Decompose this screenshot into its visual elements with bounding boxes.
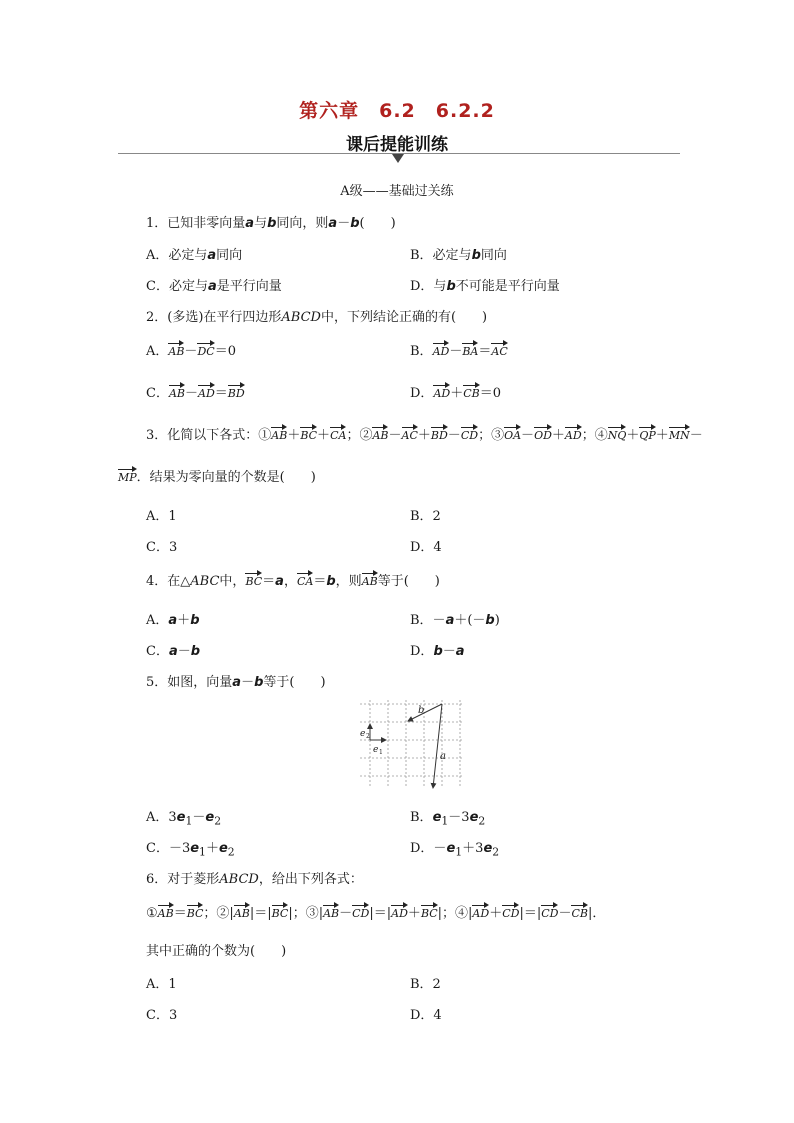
question-6-prompt: 其中正确的个数为( ): [146, 944, 287, 959]
q6-option-a: A．1: [146, 977, 177, 992]
q2-option-c: C．AB－AD＝BD: [146, 386, 245, 401]
q1-option-c: C．必定与a是平行向量: [146, 279, 282, 294]
q4-option-c: C．a－b: [146, 644, 201, 659]
label-e1: e: [373, 745, 379, 755]
q2-option-b: B．AD－BA＝AC: [410, 344, 508, 359]
q5-option-d: D．$-e_1+3e_2$: [410, 841, 500, 859]
q4-option-d: D．b－a: [410, 644, 465, 659]
question-6-formulas: ①AB＝BC；②|AB|＝|BC|；③|AB－CD|＝|AD＋BC|；④|AD＋CD|＝|CD－CB|．: [146, 906, 606, 921]
q3-option-a: A．1: [146, 509, 177, 524]
q5-option-c: C．$-3e_1+e_2$: [146, 841, 235, 859]
label-e1-subscript: 1: [379, 749, 383, 756]
q4-option-a: A．a＋b: [146, 613, 200, 628]
q3-option-d: D．4: [410, 540, 442, 555]
q2-option-a: A．AB－DC＝0: [146, 344, 236, 359]
q3-option-b: B．2: [410, 509, 441, 524]
question-5-stem: 5．如图，向量a－b等于( ): [146, 675, 326, 690]
triangle-marker-icon: [392, 154, 404, 163]
label-b: b: [418, 705, 425, 716]
question-1-stem: 1．已知非零向量a与b同向，则a－b( ): [146, 216, 396, 231]
question-3-line-1: 3．化简以下各式：①AB＋BC＋CA；②AB－AC＋BD－CD；③OA－OD＋AD；④NQ＋QP＋MN－: [146, 428, 703, 443]
label-a: a: [440, 751, 446, 762]
section-title: A级——基础过关练: [340, 184, 454, 199]
label-e2-subscript: 2: [366, 733, 370, 740]
q1-option-a: A．必定与a同向: [146, 248, 243, 263]
q5-option-b: B．$e_1-3e_2$: [410, 810, 486, 828]
chapter-title: 第六章 6.2 6.2.2: [299, 100, 495, 122]
q6-option-d: D．4: [410, 1008, 442, 1023]
page-subtitle: 课后提能训练: [346, 135, 448, 155]
q3-option-c: C．3: [146, 540, 178, 555]
question-2-stem: 2．(多选)在平行四边形ABCD中，下列结论正确的有( ): [146, 310, 488, 325]
q6-option-c: C．3: [146, 1008, 178, 1023]
q1-option-d: D．与b不可能是平行向量: [410, 279, 560, 294]
q6-option-b: B．2: [410, 977, 441, 992]
vector-grid-figure: [358, 696, 464, 792]
label-e2: e: [360, 729, 366, 739]
q1-option-b: B．必定与b同向: [410, 248, 507, 263]
grid-lines: [360, 700, 462, 788]
q4-option-b: B．－a＋(－b): [410, 613, 500, 628]
question-3-line-2: MP．结果为零向量的个数是( ): [118, 470, 316, 485]
q5-option-a: A．$3e_1-e_2$: [146, 810, 222, 828]
question-4-stem: 4．在△ABC中，BC＝a，CA＝b，则AB等于( ): [146, 574, 440, 589]
vector-b-arrow: [408, 704, 442, 721]
vector-a-arrow: [433, 704, 442, 788]
q2-option-d: D．AD＋CB＝0: [410, 386, 501, 401]
question-6-stem: 6．对于菱形ABCD，给出下列各式：: [146, 872, 363, 887]
